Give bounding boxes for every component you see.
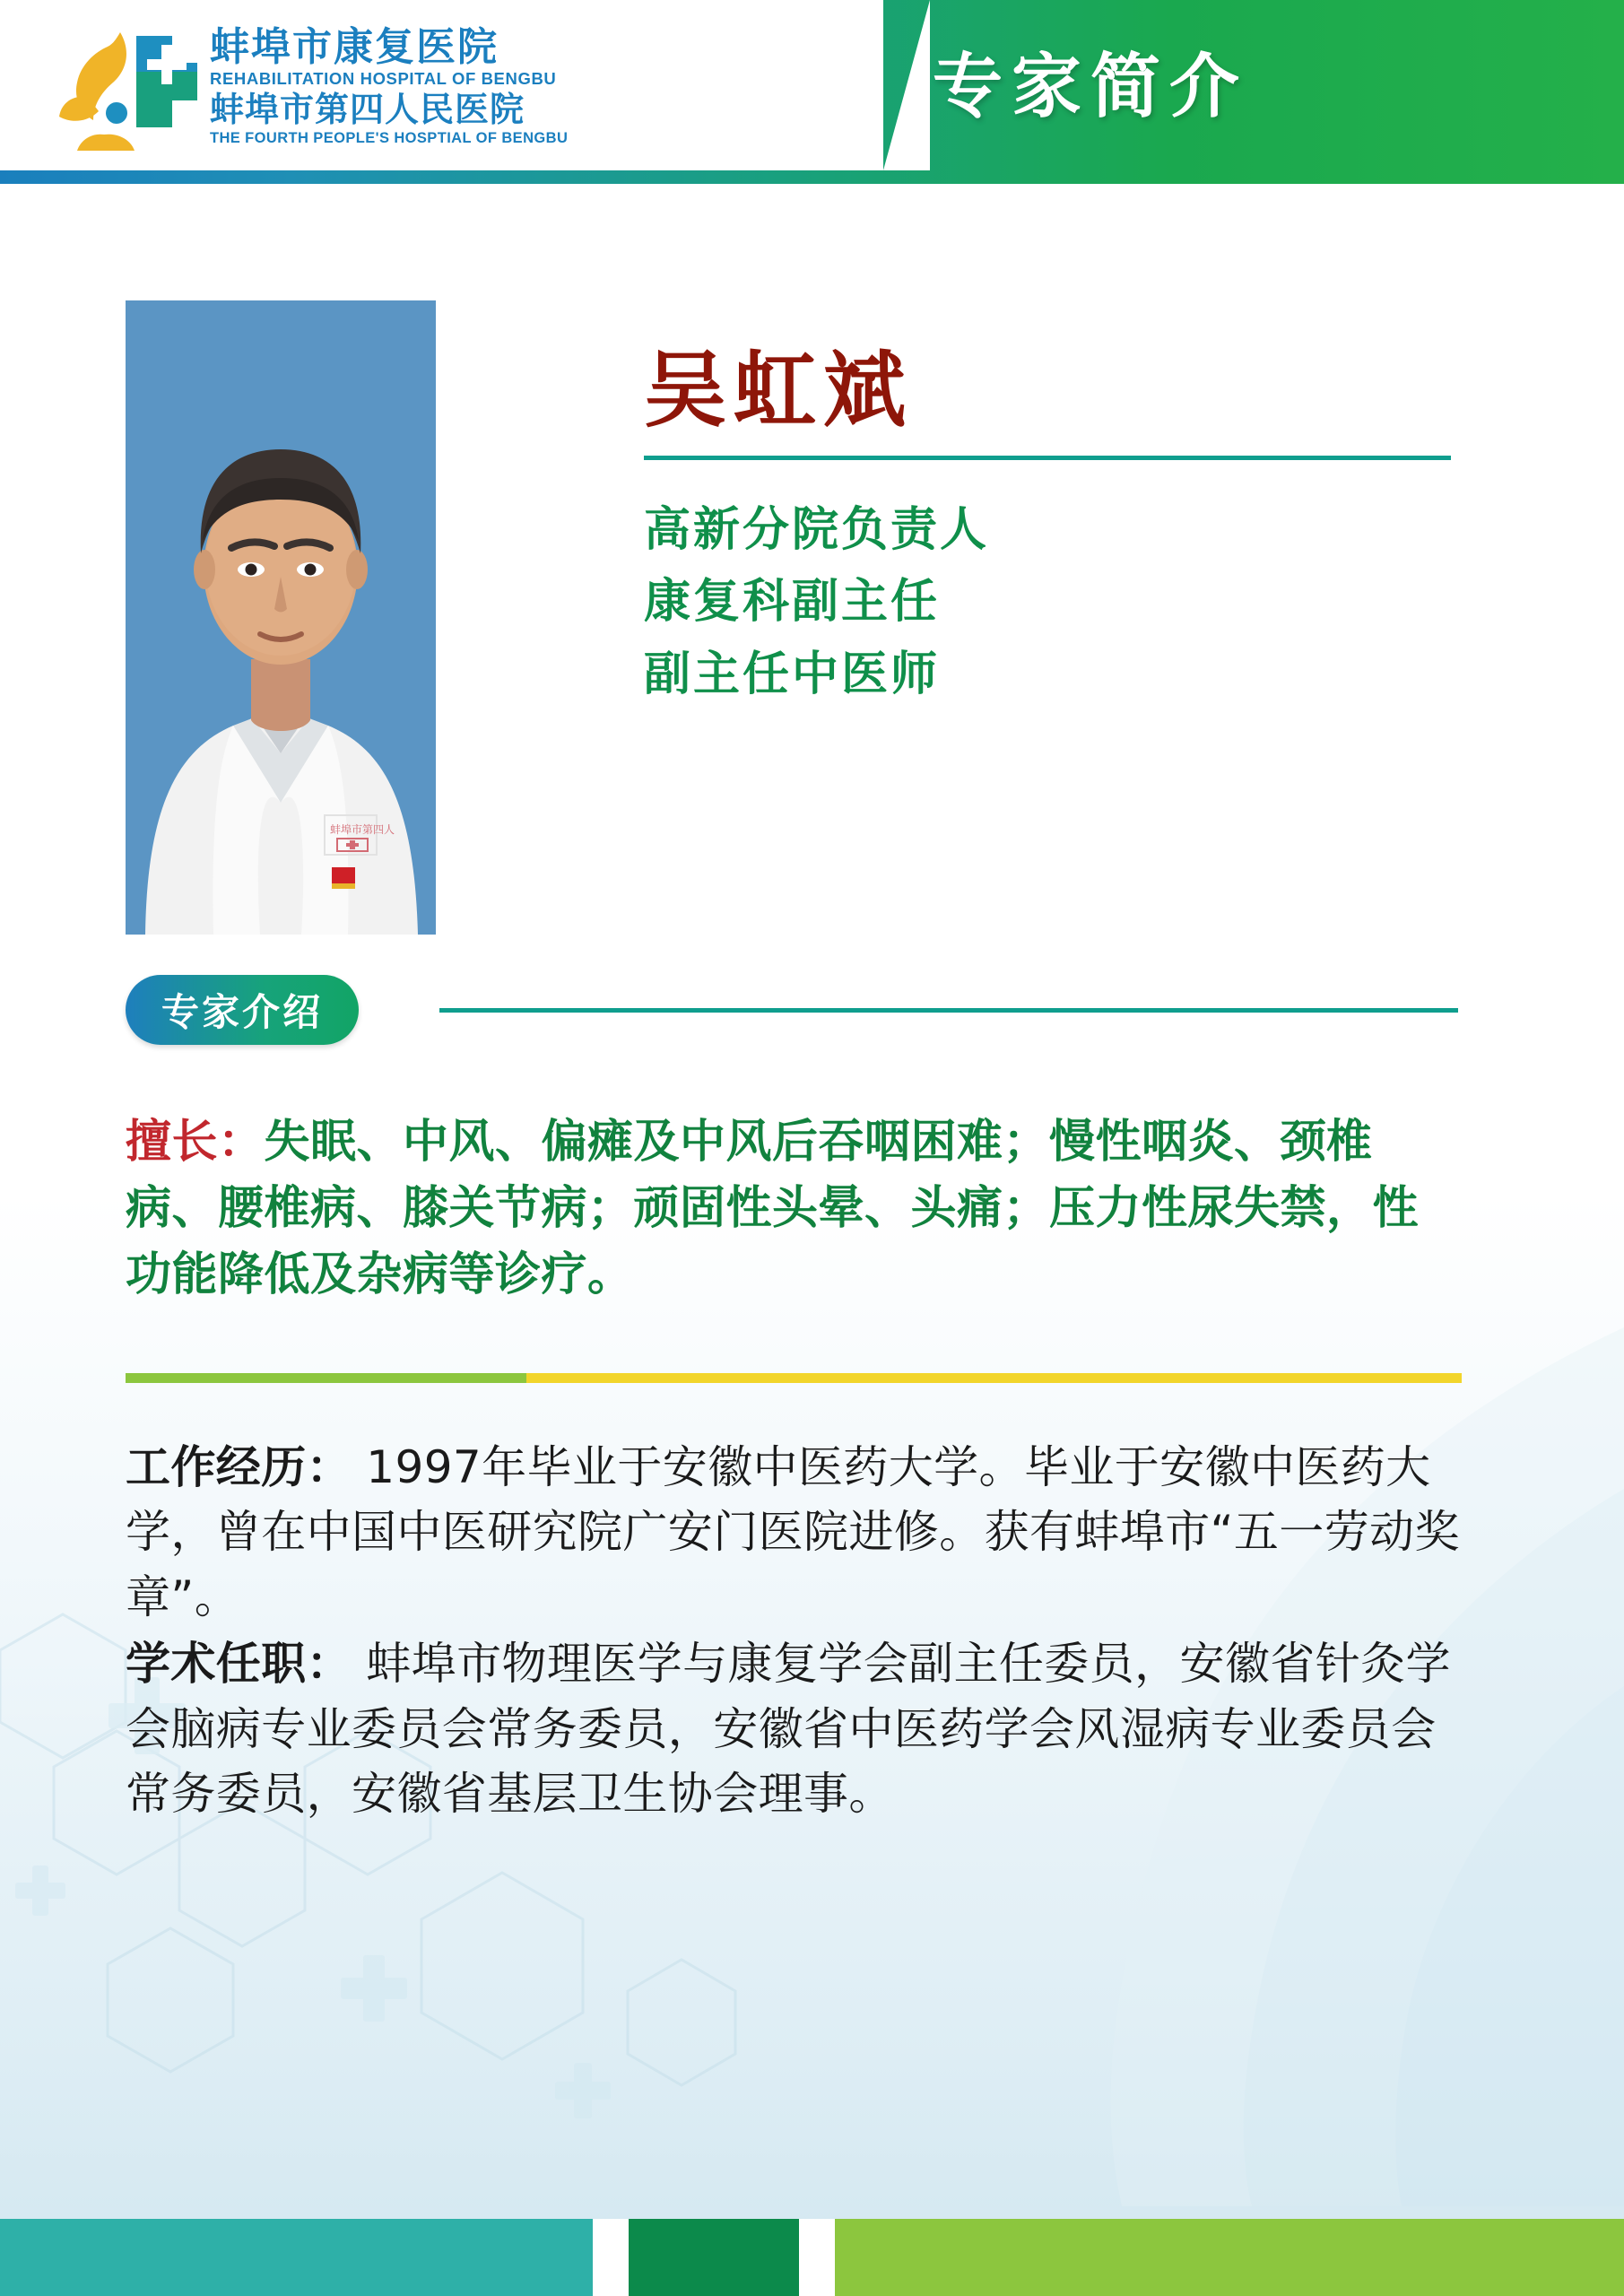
specialty-label: 擅长： [126, 1116, 265, 1169]
footer-gap-1 [593, 2219, 629, 2296]
svg-text:蚌埠市第四人: 蚌埠市第四人 [330, 823, 395, 836]
hospital-logo [54, 20, 568, 154]
intro-section-rule [439, 1008, 1458, 1013]
hospital-cross-logo-icon [54, 20, 197, 154]
name-underline [644, 456, 1451, 460]
doctor-name: 吴虹斌 [644, 342, 914, 439]
experience-section [126, 1435, 1471, 1827]
specialty-paragraph [126, 1109, 1462, 1309]
intro-section-label: 专家介绍 [161, 990, 324, 1034]
work-experience-label: 工作经历： [126, 1440, 352, 1493]
doctor-title-3: 副主任中医师 [644, 647, 941, 701]
logo-cn-line-1: 蚌埠市康复医院 [210, 24, 499, 71]
page-header [0, 0, 1624, 184]
work-experience-text: 1997年毕业于安徽中医药大学。毕业于安徽中医药大学，曾在中国中医研究院广安门医院进修。获有蚌埠市“五一劳动奖章”。 [126, 1440, 1460, 1623]
footer-gap-2 [799, 2219, 835, 2296]
work-experience-block [126, 1435, 1471, 1631]
page-footer [0, 2219, 1624, 2296]
logo-en-line-1: REHABILITATION HOSPITAL OF BENGBU [210, 69, 557, 89]
doctor-title-2: 康复科副主任 [644, 575, 941, 630]
section-divider [126, 1373, 1462, 1383]
page-content [0, 184, 1624, 1829]
profile-details [644, 342, 1451, 710]
academic-positions-text: 蚌埠市物理医学与康复学会副主任委员，安徽省针灸学会脑病专业委员会常务委员，安徽省中医药学会风湿病专业委员会常务委员，安徽省基层卫生协会理事。 [126, 1638, 1451, 1821]
footer-band-green [629, 2219, 799, 2296]
doctor-title-1: 高新分院负责人 [644, 502, 990, 557]
logo-en-line-2: THE FOURTH PEOPLE'S HOSPTIAL OF BENGBU [210, 129, 569, 146]
page-title: 专家简介 [933, 47, 1249, 127]
profile-section [0, 300, 1624, 955]
specialty-text: 失眠、中风、偏瘫及中风后吞咽困难；慢性咽炎、颈椎病、腰椎病、膝关节病；顽固性头晕、头痛；压力性尿失禁，性功能降低及杂病等诊疗。 [126, 1116, 1420, 1301]
academic-positions-label: 学术任职： [126, 1638, 352, 1691]
doctor-titles [644, 494, 1451, 711]
logo-cn-line-2: 蚌埠市第四人民医院 [210, 90, 525, 130]
intro-section-pill [126, 975, 359, 1045]
footer-band-lime [835, 2219, 1624, 2296]
doctor-photo [126, 300, 436, 935]
intro-section-header [0, 975, 1624, 1052]
footer-band-teal [0, 2219, 593, 2296]
academic-positions-block [126, 1631, 1471, 1827]
divider-segment-green [126, 1373, 526, 1383]
divider-segment-yellow [526, 1373, 1462, 1383]
